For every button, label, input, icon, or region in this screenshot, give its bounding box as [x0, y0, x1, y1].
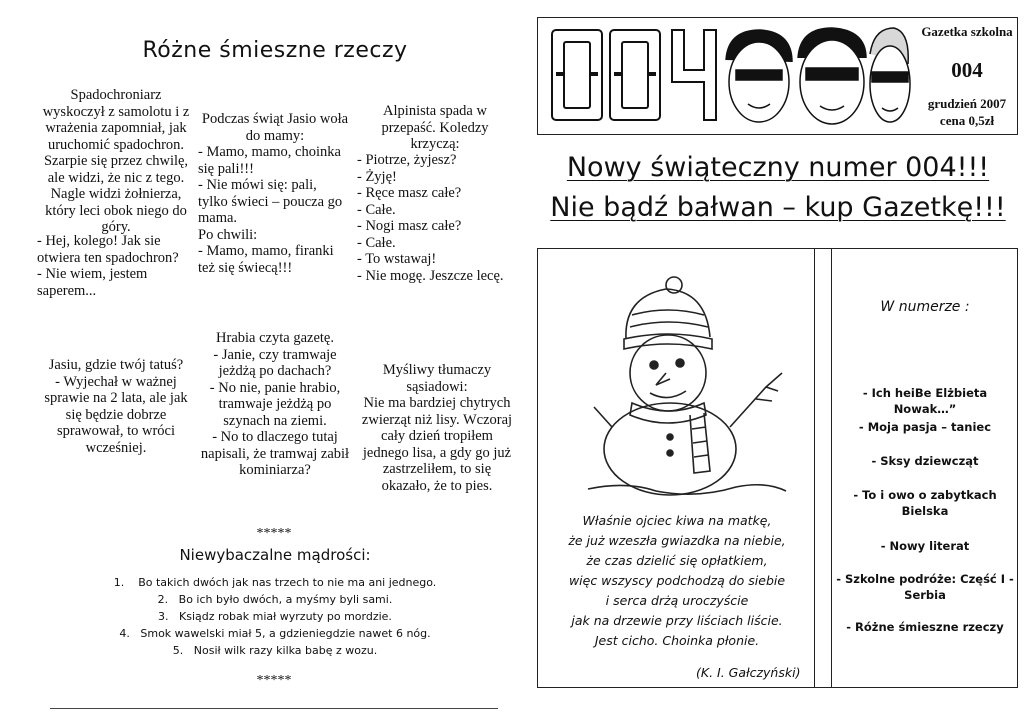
wisdom-item: 1. Bo takich dwóch jak nas trzech to nie ma ani jednego.: [113, 576, 437, 589]
masthead-logo: [548, 24, 910, 128]
toc-item: - Nowy literat: [880, 539, 970, 553]
masthead: [537, 17, 1018, 135]
toc-item: - To i owo o zabytkach Bielska: [853, 488, 997, 518]
wisdom-item: 5. Nosił wilk razy kilka babę z wozu.: [172, 644, 378, 657]
stars-divider-top: *****: [256, 526, 292, 541]
poem-line: i serca drżą uroczyście: [605, 593, 749, 608]
toc-item: - Szkolne podróże: Część I - Serbia: [836, 572, 1014, 602]
wisdom-item: 2. Bo ich było dwóch, a myśmy byli sami.: [157, 593, 393, 606]
issue-number: 004: [951, 58, 983, 82]
headline-line2: Nie bądź bałwan – kup Gazetkę!!!: [550, 192, 1006, 223]
column-separator: [814, 248, 832, 688]
issue-price: [918, 113, 1016, 128]
toc-item: - Moja pasja – taniec: [858, 420, 992, 434]
page-title: Różne śmieszne rzeczy: [142, 38, 408, 63]
logo-faces-image: [548, 24, 910, 128]
wisdom-item: 3. Ksiądz robak miał wyrzuty po mordzie.: [158, 610, 392, 623]
poem-line: więc wszyscy podchodzą do siebie: [568, 573, 786, 588]
contents-title: W numerze :: [880, 299, 970, 315]
stars-divider-bottom: *****: [256, 673, 292, 688]
snowman-image: [586, 277, 786, 497]
price-text: cena 0,5zł: [939, 113, 995, 128]
poem-author: (K. I. Gałczyński): [696, 665, 801, 680]
poem-line: jak na drzewie przy liściach liście.: [571, 613, 783, 628]
poem-line: Właśnie ojciec kiwa na matkę,: [582, 513, 772, 528]
joke-jasio-dialog: - Mamo, mamo, choinka się pali!!! - Nie mówi się: pali, tylko świeci – poucza go mama. Po chwili: - Mamo, mamo, firanki też się świecą!!!: [198, 144, 343, 276]
paper-name: Gazetka szkolna: [921, 24, 1013, 39]
joke-alpinist-intro: Alpinista spada w przepaść. Koledzy krzyczą:: [381, 103, 489, 152]
wisdom-title: Niewybaczalne mądrości:: [179, 546, 371, 564]
contents-panel: [831, 248, 1018, 688]
poem: [542, 511, 812, 651]
poem-line: że już wzeszła gwiazdka na niebie,: [568, 533, 786, 548]
joke-paratrooper-dialog: - Hej, kolego! Jak sie otwiera ten spadochron? - Nie wiem, jestem saperem...: [37, 233, 179, 299]
joke-alpinist-dialog: - Piotrze, żyjesz? - Żyję! - Ręce masz całe? - Całe. - Nogi masz całe? - Całe. - To wstawaj! - Nie mogę. Jeszcze lecę.: [357, 152, 504, 284]
headline-line1: Nowy świąteczny numer 004!!!: [566, 152, 990, 183]
joke-hunter: Myśliwy tłumaczy sąsiadowi: Nie ma bardziej chytrych zwierząt niż lisy. Wczoraj cały dzień tropiłem jednego lisa, a gdy go już zastrzeliłem, to się okazało, że to pies.: [361, 362, 513, 494]
issue-date: grudzień 2007: [927, 96, 1007, 111]
poem-line: że czas dzielić się opłatkiem,: [586, 553, 768, 568]
toc-item: - Sksy dziewcząt: [871, 454, 979, 468]
toc-item: - Różne śmieszne rzeczy: [846, 620, 1004, 634]
joke-paratrooper: Spadochroniarz wyskoczył z samolotu i z wrażenia zapomniał, jak uruchomić spadochron. Szarpie się przez chwilę, ale widzi, że nic z tego. Nagle widzi żołnierza, który leci obok niego do góry.: [42, 87, 190, 235]
joke-daddy: Jasiu, gdzie twój tatuś? - Wyjechał w ważnej sprawie na 2 lata, ale jak się będzie dobrze sprawował, to wróci wcześniej.: [44, 357, 188, 456]
wisdom-list: [70, 574, 480, 659]
wisdom-item: 4. Smok wawelski miał 5, a gdzieniegdzie nawet 6 nóg.: [119, 627, 431, 640]
poem-line: Jest cicho. Choinka płonie.: [594, 633, 760, 648]
snowman-panel: [537, 248, 815, 688]
joke-count: Hrabia czyta gazetę. - Janie, czy tramwaje jeżdżą po dachach? - No nie, panie hrabio, tramwaje jeżdżą po szynach na ziemi. - No to dlaczego tutaj napisali, że tramwaj zabił kominiarza?: [200, 330, 350, 478]
toc-item: - Ich heiBe Elżbieta Nowak…”: [862, 386, 988, 416]
joke-jasio-intro: Podczas świąt Jasio woła do mamy:: [201, 111, 349, 144]
footer-rule: [50, 708, 498, 709]
snowman-icon: [586, 277, 786, 497]
